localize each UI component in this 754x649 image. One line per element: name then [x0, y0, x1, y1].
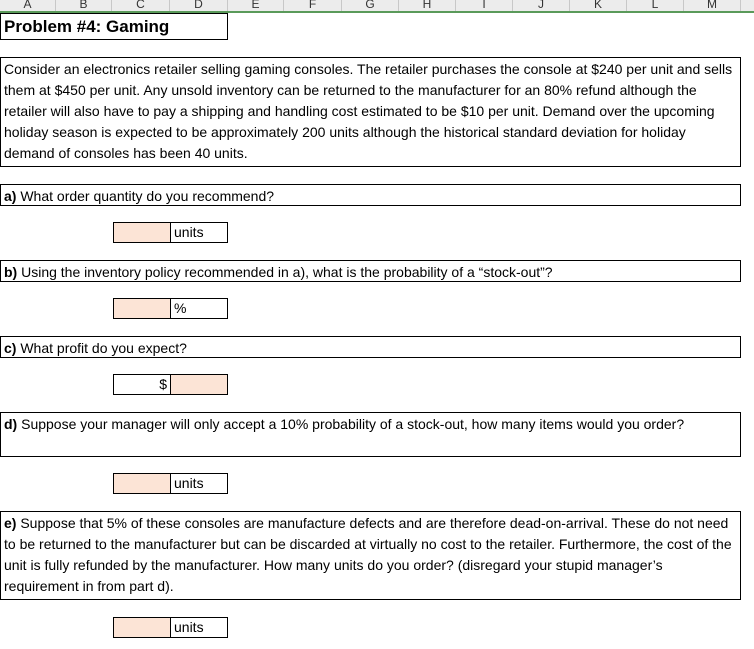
intro-text: Consider an electronics retailer selling gaming consoles. The retailer purchases the console at $240 per unit and sells them at $450 per unit. Any unsold inventory can be returned to the manufacturer for an 80% refund although the retailer will also have to pay a shipping and handling cost estimated to be $10 per unit. Demand over the upcoming holiday season is expected to be approximately 200 units although the historical standard deviation for holiday demand of consoles has been 40 units. — [4, 61, 733, 161]
column-header-m[interactable]: M — [684, 0, 741, 11]
question-d-text: Suppose your manager will only accept a 10% probability of a stock-out, how many items would you order? — [17, 416, 685, 432]
column-header-h[interactable]: H — [399, 0, 456, 11]
answer-d-input[interactable] — [114, 474, 170, 493]
question-b-box — [0, 260, 741, 282]
column-header-i[interactable]: I — [456, 0, 513, 11]
question-d-label: d) — [4, 416, 18, 432]
answer-c-unit: $ — [114, 375, 170, 394]
question-e-box — [0, 511, 741, 600]
column-header-g[interactable]: G — [342, 0, 399, 11]
column-header-a[interactable]: A — [0, 0, 56, 11]
question-e-label: e) — [4, 515, 17, 531]
column-header-b[interactable]: B — [56, 0, 112, 11]
column-header-l[interactable]: L — [627, 0, 684, 11]
question-a-text: What order quantity do you recommend? — [16, 188, 275, 204]
answer-e-unit: units — [171, 618, 227, 637]
column-header-j[interactable]: J — [513, 0, 570, 11]
answer-a-unit: units — [171, 223, 227, 242]
question-a-label: a) — [4, 188, 17, 204]
question-a-box — [0, 184, 741, 206]
answer-d — [113, 473, 228, 494]
question-b-label: b) — [4, 264, 18, 280]
answer-b — [113, 298, 228, 319]
question-c-label: c) — [4, 340, 17, 356]
answer-c — [113, 374, 228, 395]
column-header-c[interactable]: C — [112, 0, 170, 11]
answer-e — [113, 617, 228, 638]
answer-a-input[interactable] — [114, 223, 170, 242]
answer-a — [113, 222, 228, 243]
column-headers — [0, 0, 754, 13]
column-header-k[interactable]: K — [570, 0, 627, 11]
problem-title: Problem #4: Gaming — [0, 13, 228, 40]
answer-b-unit: % — [171, 299, 227, 318]
column-header-f[interactable]: F — [284, 0, 342, 11]
answer-b-input[interactable] — [114, 299, 170, 318]
answer-d-unit: units — [171, 474, 227, 493]
answer-e-input[interactable] — [114, 618, 170, 637]
column-header-d[interactable]: D — [170, 0, 228, 11]
intro-box — [0, 57, 741, 167]
column-header-e[interactable]: E — [228, 0, 284, 11]
answer-c-input[interactable] — [171, 375, 227, 394]
question-c-box — [0, 336, 741, 358]
question-d-box — [0, 412, 741, 457]
question-c-text: What profit do you expect? — [16, 340, 187, 356]
question-b-text: Using the inventory policy recommended in a), what is the probability of a “stock-out”? — [17, 264, 553, 280]
question-e-text: Suppose that 5% of these consoles are manufacture defects and are therefore dead-on-arrival. These do not need to be returned to the manufacturer but can be discarded at virtually no cost to the retailer. Furthermore, the cost of the unit is fully refunded by the manufacturer. How many units do you order? (disregard your stupid manager’s requirement in from part d). — [4, 515, 732, 594]
